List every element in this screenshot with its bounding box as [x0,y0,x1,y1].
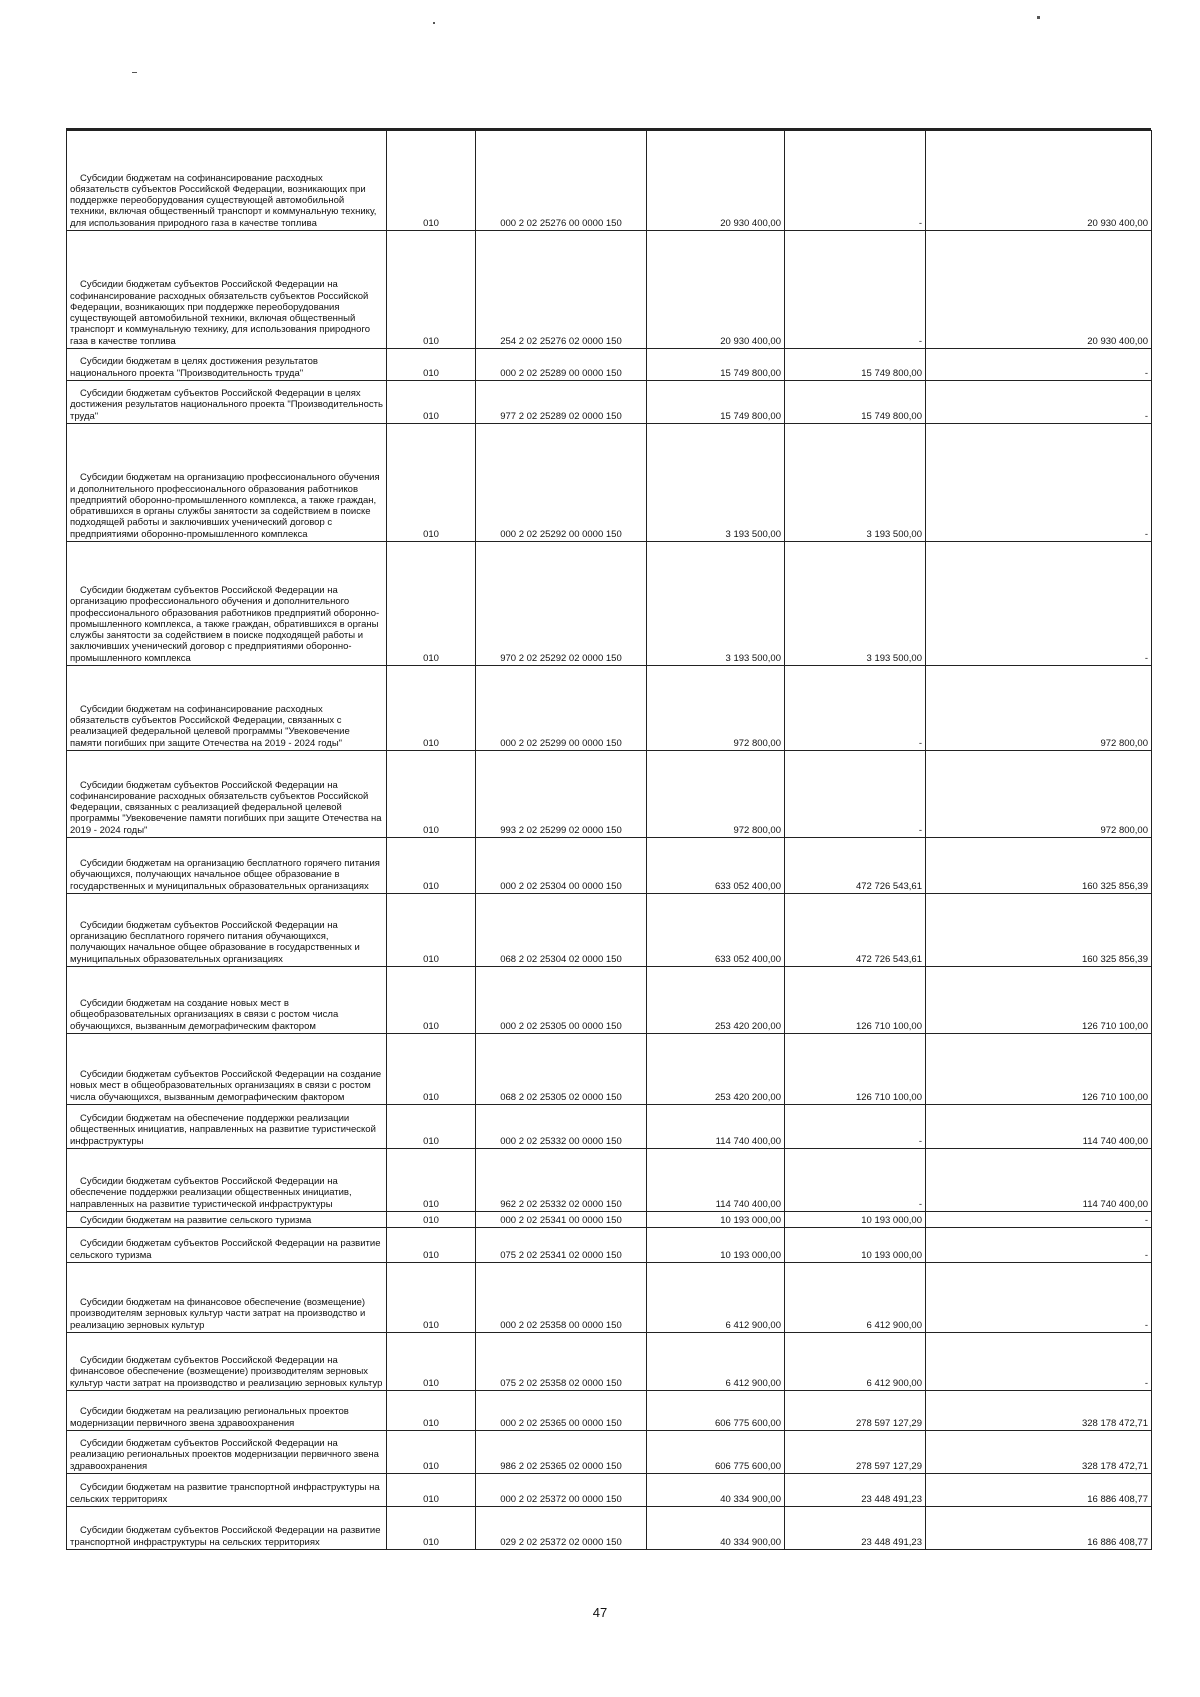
table-row [67,1391,1152,1431]
row-approved: 6 412 900,00 [647,1263,785,1333]
row-unexecuted: 328 178 472,71 [926,1431,1152,1474]
row-approved: 972 800,00 [647,751,785,838]
table-row [67,838,1152,894]
table-row [67,542,1152,666]
row-executed: 472 726 543,61 [785,894,926,967]
table-row [67,894,1152,967]
table-row [67,1474,1152,1507]
row-executed: - [785,1149,926,1212]
row-code: 010 [387,1212,476,1228]
row-code: 010 [387,231,476,349]
row-unexecuted: 16 886 408,77 [926,1474,1152,1507]
row-approved: 15 749 800,00 [647,349,785,381]
row-unexecuted: - [926,542,1152,666]
row-approved: 10 193 000,00 [647,1212,785,1228]
row-code: 010 [387,1034,476,1105]
row-kbk: 000 2 02 25276 00 0000 150 [476,131,647,231]
row-kbk: 000 2 02 25365 00 0000 150 [476,1391,647,1431]
row-name: Субсидии бюджетам субъектов Российской Федерации на реализацию региональных проектов модернизации первичного звена здравоохранения [67,1431,387,1474]
row-name: Субсидии бюджетам на развитие транспортной инфраструктуры на сельских территориях [67,1474,387,1507]
row-kbk: 000 2 02 25341 00 0000 150 [476,1212,647,1228]
row-code: 010 [387,1391,476,1431]
table-row [67,1212,1152,1228]
row-executed: 3 193 500,00 [785,542,926,666]
row-code: 010 [387,542,476,666]
table-row [67,1228,1152,1263]
table-row [67,131,1152,231]
row-kbk: 977 2 02 25289 02 0000 150 [476,381,647,424]
row-unexecuted: 16 886 408,77 [926,1507,1152,1550]
row-unexecuted: - [926,1263,1152,1333]
table-row [67,751,1152,838]
row-code: 010 [387,381,476,424]
row-code: 010 [387,424,476,542]
page-number: 47 [592,1605,608,1620]
row-kbk: 000 2 02 25332 00 0000 150 [476,1105,647,1149]
row-approved: 114 740 400,00 [647,1105,785,1149]
row-kbk: 029 2 02 25372 02 0000 150 [476,1507,647,1550]
row-unexecuted: - [926,1333,1152,1391]
row-executed: 278 597 127,29 [785,1391,926,1431]
row-code: 010 [387,1431,476,1474]
row-unexecuted: - [926,349,1152,381]
row-unexecuted: 972 800,00 [926,666,1152,751]
row-executed: 126 710 100,00 [785,1034,926,1105]
row-executed: 15 749 800,00 [785,349,926,381]
row-code: 010 [387,131,476,231]
row-unexecuted: - [926,381,1152,424]
table-row [67,1149,1152,1212]
row-code: 010 [387,349,476,381]
row-code: 010 [387,1507,476,1550]
row-executed: - [785,131,926,231]
row-name: Субсидии бюджетам на организацию бесплатного горячего питания обучающихся, получающих начальное общее образование в государственных и муниципальных образовательных организациях [67,838,387,894]
row-code: 010 [387,1228,476,1263]
row-executed: 10 193 000,00 [785,1212,926,1228]
row-approved: 114 740 400,00 [647,1149,785,1212]
row-unexecuted: 160 325 856,39 [926,838,1152,894]
row-kbk: 000 2 02 25292 00 0000 150 [476,424,647,542]
row-code: 010 [387,838,476,894]
row-executed: - [785,1105,926,1149]
row-code: 010 [387,967,476,1034]
table-row [67,1034,1152,1105]
revenue-table [66,130,1152,1550]
row-name: Субсидии бюджетам в целях достижения результатов национального проекта "Производительность труда" [67,349,387,381]
row-approved: 606 775 600,00 [647,1391,785,1431]
row-executed: 126 710 100,00 [785,967,926,1034]
row-name: Субсидии бюджетам субъектов Российской Федерации на развитие транспортной инфраструктуры на сельских территориях [67,1507,387,1550]
revenue-table-container [66,130,1151,1550]
row-kbk: 068 2 02 25304 02 0000 150 [476,894,647,967]
table-row [67,1431,1152,1474]
table-row [67,967,1152,1034]
row-kbk: 993 2 02 25299 02 0000 150 [476,751,647,838]
row-approved: 15 749 800,00 [647,381,785,424]
row-name: Субсидии бюджетам на развитие сельского туризма [67,1212,387,1228]
row-code: 010 [387,1149,476,1212]
row-approved: 3 193 500,00 [647,542,785,666]
row-approved: 40 334 900,00 [647,1507,785,1550]
row-kbk: 000 2 02 25299 00 0000 150 [476,666,647,751]
row-unexecuted: 328 178 472,71 [926,1391,1152,1431]
scan-speck [132,72,137,73]
row-approved: 972 800,00 [647,666,785,751]
row-code: 010 [387,1474,476,1507]
row-executed: 278 597 127,29 [785,1431,926,1474]
row-kbk: 075 2 02 25341 02 0000 150 [476,1228,647,1263]
table-row [67,1507,1152,1550]
row-name: Субсидии бюджетам субъектов Российской Федерации на организацию бесплатного горячего питания обучающихся, получающих начальное общее образование в государственных и муниципальных образовательных организациях [67,894,387,967]
row-executed: 472 726 543,61 [785,838,926,894]
row-name: Субсидии бюджетам на реализацию региональных проектов модернизации первичного звена здравоохранения [67,1391,387,1431]
row-executed: 10 193 000,00 [785,1228,926,1263]
row-executed: 3 193 500,00 [785,424,926,542]
row-approved: 606 775 600,00 [647,1431,785,1474]
row-executed: - [785,666,926,751]
row-unexecuted: 126 710 100,00 [926,1034,1152,1105]
row-executed: 6 412 900,00 [785,1263,926,1333]
table-row [67,1105,1152,1149]
row-name: Субсидии бюджетам на обеспечение поддержки реализации общественных инициатив, направленных на развитие туристической инфраструктуры [67,1105,387,1149]
row-code: 010 [387,1263,476,1333]
row-name: Субсидии бюджетам на софинансирование расходных обязательств субъектов Российской Федерации, связанных с реализацией федеральной целевой программы "Увековечение памяти погибших при защите Отечества на 2019 - 2024 годы" [67,666,387,751]
row-name: Субсидии бюджетам субъектов Российской Федерации на софинансирование расходных обязательств субъектов Российской Федерации, связанных с реализацией федеральной целевой программы "Увековечение памяти погибших при защите Отечества на 2019 - 2024 годы" [67,751,387,838]
row-executed: 23 448 491,23 [785,1507,926,1550]
row-kbk: 075 2 02 25358 02 0000 150 [476,1333,647,1391]
row-kbk: 970 2 02 25292 02 0000 150 [476,542,647,666]
row-code: 010 [387,894,476,967]
table-row [67,349,1152,381]
row-executed: 23 448 491,23 [785,1474,926,1507]
row-name: Субсидии бюджетам на создание новых мест в общеобразовательных организациях в связи с ростом числа обучающихся, вызванным демографическим фактором [67,967,387,1034]
row-approved: 10 193 000,00 [647,1228,785,1263]
row-approved: 3 193 500,00 [647,424,785,542]
row-approved: 40 334 900,00 [647,1474,785,1507]
row-kbk: 000 2 02 25358 00 0000 150 [476,1263,647,1333]
row-name: Субсидии бюджетам на финансовое обеспечение (возмещение) производителям зерновых культур части затрат на производство и реализацию зерновых культур [67,1263,387,1333]
table-body [67,131,1152,1550]
row-unexecuted: 114 740 400,00 [926,1105,1152,1149]
row-unexecuted: 20 930 400,00 [926,131,1152,231]
row-kbk: 000 2 02 25289 00 0000 150 [476,349,647,381]
row-kbk: 068 2 02 25305 02 0000 150 [476,1034,647,1105]
row-approved: 20 930 400,00 [647,231,785,349]
row-executed: - [785,231,926,349]
row-name: Субсидии бюджетам субъектов Российской Федерации на софинансирование расходных обязательств субъектов Российской Федерации, возникающих при поддержке переоборудования существующей автомобильной техники, включая общественный транспорт и коммунальную технику, для использования природного газа в качестве топлива [67,231,387,349]
row-name: Субсидии бюджетам субъектов Российской Федерации на создание новых мест в общеобразовательных организациях в связи с ростом числа обучающихся, вызванным демографическим фактором [67,1034,387,1105]
row-approved: 253 420 200,00 [647,967,785,1034]
row-kbk: 000 2 02 25304 00 0000 150 [476,838,647,894]
row-unexecuted: 972 800,00 [926,751,1152,838]
row-name: Субсидии бюджетам субъектов Российской Федерации на финансовое обеспечение (возмещение) производителям зерновых культур части затрат на производство и реализацию зерновых культур [67,1333,387,1391]
scan-speck [1037,16,1040,19]
row-unexecuted: 126 710 100,00 [926,967,1152,1034]
row-unexecuted: 114 740 400,00 [926,1149,1152,1212]
table-row [67,1263,1152,1333]
row-kbk: 254 2 02 25276 02 0000 150 [476,231,647,349]
table-row [67,231,1152,349]
row-approved: 633 052 400,00 [647,894,785,967]
row-kbk: 000 2 02 25372 00 0000 150 [476,1474,647,1507]
row-name: Субсидии бюджетам субъектов Российской Федерации на обеспечение поддержки реализации общественных инициатив, направленных на развитие туристической инфраструктуры [67,1149,387,1212]
row-executed: - [785,751,926,838]
row-unexecuted: 160 325 856,39 [926,894,1152,967]
table-row [67,381,1152,424]
row-approved: 20 930 400,00 [647,131,785,231]
row-executed: 6 412 900,00 [785,1333,926,1391]
row-unexecuted: 20 930 400,00 [926,231,1152,349]
row-code: 010 [387,751,476,838]
row-unexecuted: - [926,1212,1152,1228]
row-executed: 15 749 800,00 [785,381,926,424]
row-name: Субсидии бюджетам субъектов Российской Федерации в целях достижения результатов национального проекта "Производительность труда" [67,381,387,424]
table-row [67,424,1152,542]
row-approved: 253 420 200,00 [647,1034,785,1105]
table-row [67,666,1152,751]
row-code: 010 [387,1333,476,1391]
row-approved: 6 412 900,00 [647,1333,785,1391]
row-code: 010 [387,1105,476,1149]
row-code: 010 [387,666,476,751]
scan-speck [433,22,435,24]
table-row [67,1333,1152,1391]
row-name: Субсидии бюджетам субъектов Российской Федерации на развитие сельского туризма [67,1228,387,1263]
row-name: Субсидии бюджетам на софинансирование расходных обязательств субъектов Российской Федерации, возникающих при поддержке переоборудования существующей автомобильной техники, включая общественный транспорт и коммунальную технику, для использования природного газа в качестве топлива [67,131,387,231]
row-unexecuted: - [926,424,1152,542]
row-name: Субсидии бюджетам на организацию профессионального обучения и дополнительного профессионального образования работников предприятий оборонно-промышленного комплекса, а также граждан, обратившихся в органы службы занятости за содействием в поиске подходящей работы и заключивших ученический договор с предприятиями оборонно-промышленного комплекса [67,424,387,542]
row-approved: 633 052 400,00 [647,838,785,894]
row-kbk: 962 2 02 25332 02 0000 150 [476,1149,647,1212]
row-unexecuted: - [926,1228,1152,1263]
row-kbk: 000 2 02 25305 00 0000 150 [476,967,647,1034]
row-kbk: 986 2 02 25365 02 0000 150 [476,1431,647,1474]
row-name: Субсидии бюджетам субъектов Российской Федерации на организацию профессионального обучения и дополнительного профессионального образования работников предприятий оборонно-промышленного комплекса, а также граждан, обратившихся в органы службы занятости за содействием в поиске подходящей работы и заключивших ученический договор с предприятиями оборонно-промышленного комплекса [67,542,387,666]
